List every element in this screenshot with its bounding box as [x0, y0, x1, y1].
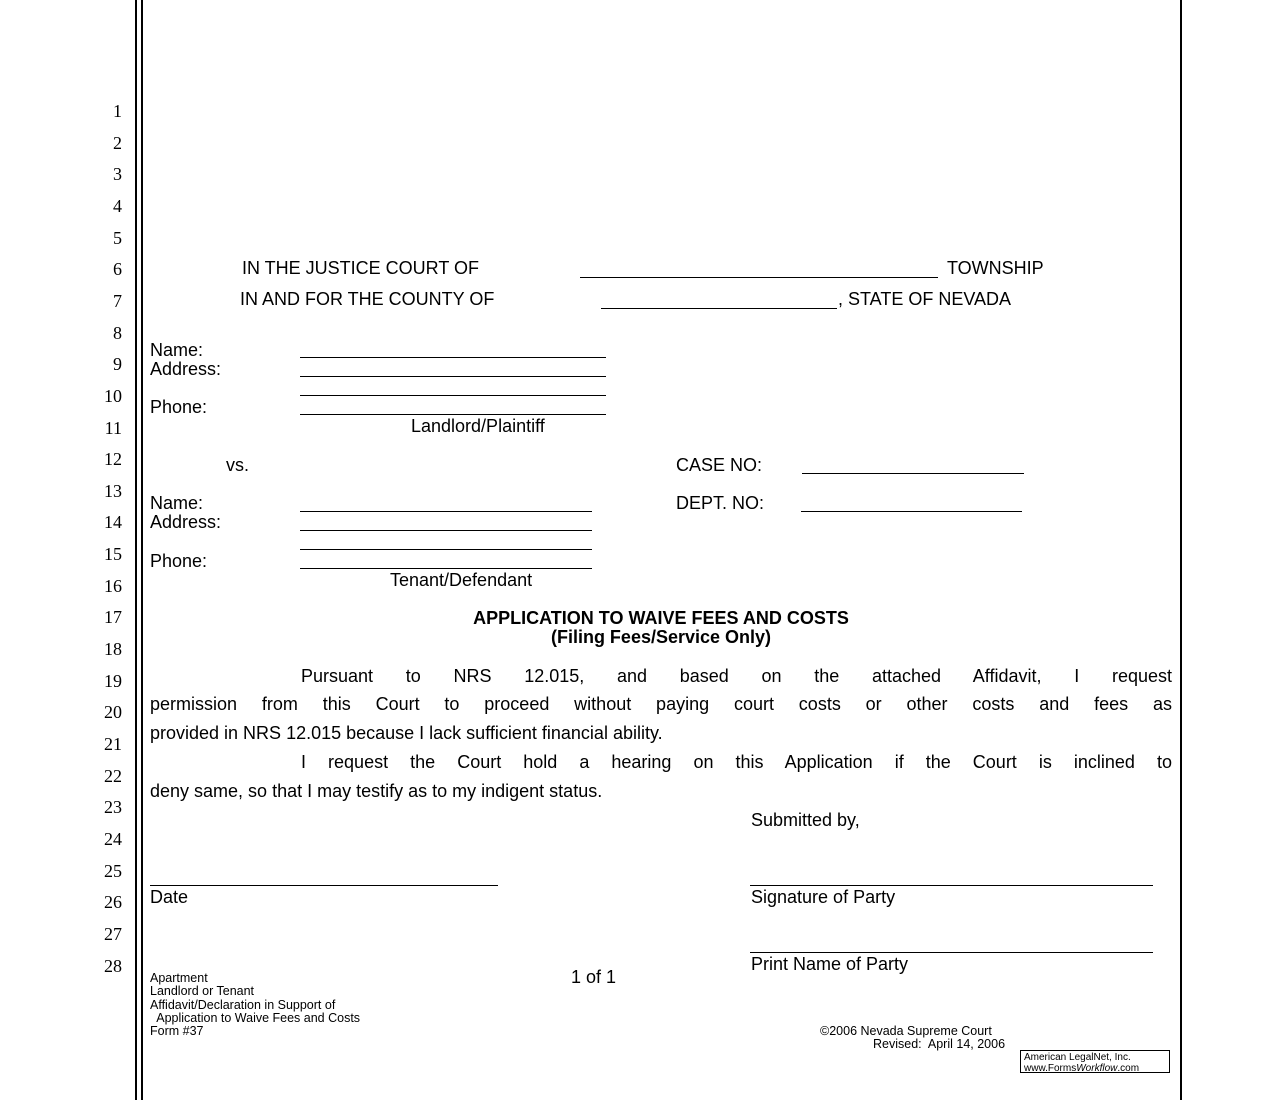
- line-number: 26: [104, 892, 122, 913]
- plaintiff-phone-label: Phone:: [150, 397, 208, 417]
- document-title: APPLICATION TO WAIVE FEES AND COSTS: [473, 608, 849, 628]
- line-number: 16: [104, 575, 122, 596]
- vendor-logo: [1020, 1050, 1170, 1073]
- paragraph-2-line-2: deny same, so that I may testify as to my indigent status.: [150, 781, 603, 801]
- form-line: Application to Waive Fees and Costs: [150, 1010, 361, 1025]
- form-line: Form #37: [150, 1024, 204, 1039]
- defendant-phone-label: Phone:: [150, 551, 208, 571]
- court-line-prefix: IN THE JUSTICE COURT OF: [242, 258, 480, 278]
- plaintiff-phone-blank[interactable]: [300, 414, 606, 415]
- plaintiff-name-blank[interactable]: [300, 357, 606, 358]
- plaintiff-address-blank-2[interactable]: [300, 395, 606, 396]
- line-number: 24: [104, 828, 122, 849]
- paragraph-1-line-2: permission from this Court to proceed without paying court costs or other costs and fees as: [150, 694, 1172, 714]
- form-id-block: [150, 972, 360, 1038]
- print-name-label: Print Name of Party: [751, 954, 909, 974]
- plaintiff-address-label: Address:: [150, 359, 222, 379]
- line-number: 7: [113, 290, 122, 311]
- county-line-suffix: , STATE OF NEVADA: [838, 289, 1012, 309]
- defendant-address-label: Address:: [150, 512, 222, 532]
- township-blank[interactable]: [580, 277, 938, 278]
- line-number: 19: [104, 670, 122, 691]
- line-number: 13: [104, 480, 122, 501]
- defendant-address-blank-2[interactable]: [300, 549, 592, 550]
- county-blank[interactable]: [601, 308, 837, 309]
- case-no-label: CASE NO:: [676, 455, 763, 475]
- defendant-name-label: Name:: [150, 493, 204, 513]
- left-margin-rule-outer: [135, 0, 137, 1100]
- line-number: 5: [113, 227, 122, 248]
- dept-no-blank[interactable]: [801, 511, 1022, 512]
- paragraph-2-line-1: I request the Court hold a hearing on this Application if the Court is inclined to: [301, 752, 1172, 772]
- line-number: 9: [113, 354, 122, 375]
- line-number: 15: [104, 544, 122, 565]
- plaintiff-name-label: Name:: [150, 340, 204, 360]
- left-margin-rule-inner: [141, 0, 143, 1100]
- print-name-blank[interactable]: [750, 952, 1153, 953]
- line-number: 14: [104, 512, 122, 533]
- line-number: 11: [104, 417, 122, 438]
- line-number: 17: [104, 607, 122, 628]
- date-blank[interactable]: [150, 885, 498, 886]
- county-line-prefix: IN AND FOR THE COUNTY OF: [240, 289, 495, 309]
- date-label: Date: [150, 887, 189, 907]
- paragraph-1-line-1: Pursuant to NRS 12.015, and based on the attached Affidavit, I request: [301, 666, 1172, 686]
- line-number: 8: [113, 322, 122, 343]
- court-line-suffix: TOWNSHIP: [947, 258, 1044, 278]
- line-number: 18: [104, 639, 122, 660]
- dept-no-label: DEPT. NO:: [676, 493, 765, 513]
- right-margin-rule: [1180, 0, 1182, 1100]
- line-number: 2: [113, 132, 122, 153]
- plaintiff-address-blank-1[interactable]: [300, 376, 606, 377]
- line-number: 22: [104, 765, 122, 786]
- line-number: 28: [104, 955, 122, 976]
- line-number: 12: [104, 449, 122, 470]
- signature-blank[interactable]: [750, 885, 1153, 886]
- defendant-name-blank[interactable]: [300, 511, 592, 512]
- line-number: 23: [104, 797, 122, 818]
- copyright: ©2006 Nevada Supreme Court: [820, 1024, 992, 1038]
- form-line: Landlord or Tenant: [150, 984, 255, 999]
- form-line: Affidavit/Declaration in Support of: [150, 997, 336, 1012]
- line-number: 10: [104, 385, 122, 406]
- defendant-phone-blank[interactable]: [300, 568, 592, 569]
- line-number: 27: [104, 923, 122, 944]
- defendant-address-blank-1[interactable]: [300, 530, 592, 531]
- submitted-by: Submitted by,: [751, 810, 860, 830]
- line-number: 25: [104, 860, 122, 881]
- case-no-blank[interactable]: [802, 473, 1024, 474]
- line-number: 20: [104, 702, 122, 723]
- line-number: 6: [113, 259, 122, 280]
- form-line: Apartment: [150, 971, 208, 985]
- document-subtitle: (Filing Fees/Service Only): [550, 627, 772, 647]
- revised-date: Revised: April 14, 2006: [873, 1037, 1006, 1051]
- page-indicator: 1 of 1: [571, 967, 617, 987]
- line-number: 3: [113, 164, 122, 185]
- vendor-url: www.FormsWorkflow.com: [1024, 1063, 1140, 1074]
- versus-label: vs.: [226, 455, 250, 475]
- vendor-name: American LegalNet, Inc.: [1024, 1052, 1131, 1063]
- line-number: 21: [104, 734, 122, 754]
- line-number: 1: [113, 101, 122, 121]
- plaintiff-role: Landlord/Plaintiff: [411, 416, 545, 436]
- defendant-role: Tenant/Defendant: [390, 570, 533, 590]
- signature-label: Signature of Party: [751, 887, 896, 907]
- paragraph-1-line-3: provided in NRS 12.015 because I lack sufficient financial ability.: [150, 723, 663, 743]
- line-number: 4: [113, 195, 122, 216]
